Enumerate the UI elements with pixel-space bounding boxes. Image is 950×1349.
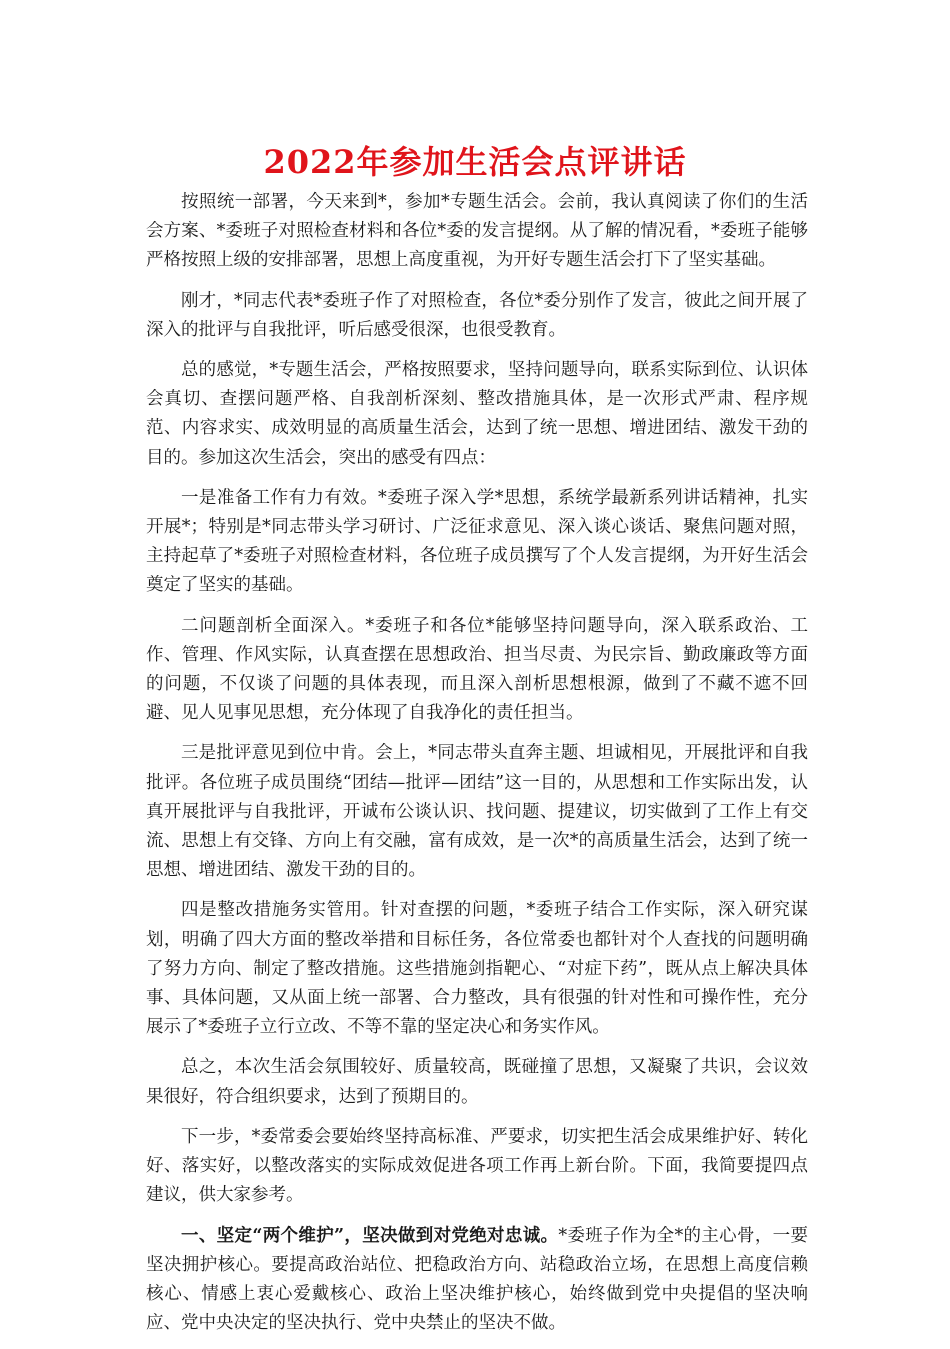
paragraph-point-three: 三是批评意见到位中肯。会上，*同志带头直奔主题、坦诚相见，开展批评和自我批评。各位班子成员围绕“团结—批评—团结”这一目的，从思想和工作实际出发，认真开展批评与自我批评，开诚布公谈认识、找问题、提建议，切实做到了工作上有交流、思想上有交锋、方向上有交融，富有成效，是一次*的高质量生活会，达到了统一思想、增进团结、激发干劲的目的。 — [146, 743, 808, 881]
document-body — [146, 188, 808, 1349]
paragraph-next-steps: 下一步，*委常委会要始终坚持高标准、严要求，切实把生活会成果维护好、转化好、落实好，以整改落实的实际成效促进各项工作再上新台阶。下面，我简要提四点建议，供大家参考。 — [146, 1126, 808, 1206]
paragraph-intro: 按照统一部署，今天来到*，参加*专题生活会。会前，我认真阅读了你们的生活会方案、*委班子对照检查材料和各位*委的发言提纲。从了解的情况看，*委班子能够严格按照上级的安排部署，思想上高度重视，为开好专题生活会打下了坚实基础。 — [146, 192, 808, 271]
suggestion-one-heading: 一、坚定“两个维护”，坚决做到对党绝对忠诚。 — [181, 1225, 559, 1246]
suggestion-one-text: *委班子作为全*的主心骨，一要坚决拥护核心。要提高政治站位、把稳政治方向、站稳政治立场，在思想上高度信赖核心、情感上衷心爱戴核心、政治上坚决维护核心，始终做到党中央提倡的坚决响应、党中央决定的坚决执行、党中央禁止的坚决不做。 — [146, 1225, 809, 1334]
document-title: 2022年参加生活会点评讲话 — [263, 143, 687, 181]
paragraph-point-two: 二问题剖析全面深入。*委班子和各位*能够坚持问题导向，深入联系政治、工作、管理、作风实际，认真查摆在思想政治、担当尽责、为民宗旨、勤政廉政等方面的问题，不仅谈了问题的具体表现，而且深入剖析思想根源，做到了不藏不遮不回避、见人见事见思想，充分体现了自我净化的责任担当。 — [146, 615, 808, 724]
paragraph-review: 刚才，*同志代表*委班子作了对照检查，各位*委分别作了发言，彼此之间开展了深入的批评与自我批评，听后感受很深，也很受教育。 — [146, 290, 808, 340]
paragraph-summary: 总之，本次生活会氛围较好、质量较高，既碰撞了思想，又凝聚了共识，会议效果很好，符合组织要求，达到了预期目的。 — [146, 1057, 808, 1107]
paragraph-point-four: 四是整改措施务实管用。针对查摆的问题，*委班子结合工作实际，深入研究谋划，明确了四大方面的整改举措和目标任务，各位常委也都针对个人查找的问题明确了努力方向、制定了整改措施。这些措施剑指靶心、“对症下药”，既从点上解决具体事、具体问题，又从面上统一部署、合力整改，具有很强的针对性和可操作性，充分展示了*委班子立行立改、不等不靠的坚定决心和务实作风。 — [146, 900, 808, 1038]
paragraph-overall-impression: 总的感觉，*专题生活会，严格按照要求，坚持问题导向，联系实际到位、认识体会真切、查摆问题严格、自我剖析深刻、整改措施具体，是一次形式严肃、程序规范、内容求实、成效明显的高质量生活会，达到了统一思想、增进团结、激发干劲的目的。参加这次生活会，突出的感受有四点： — [146, 360, 808, 468]
paragraph-point-one: 一是准备工作有力有效。*委班子深入学*思想，系统学最新系列讲话精神，扎实开展*；特别是*同志带头学习研讨、广泛征求意见、深入谈心谈话、聚焦问题对照，主持起草了*委班子对照检查材料，各位班子成员撰写了个人发言提纲，为开好生活会奠定了坚实的基础。 — [146, 487, 808, 596]
paragraph-suggestion-one — [146, 1222, 808, 1339]
